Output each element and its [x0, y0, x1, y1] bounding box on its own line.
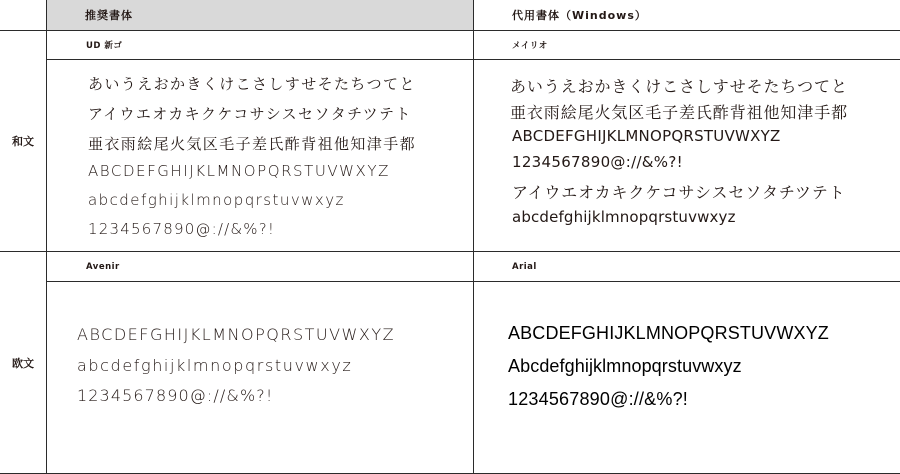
sample-meiryo-lowercase: abcdefghijklmnopqrstuvwxyz [512, 208, 736, 226]
row-label-japanese-text: 和文 [12, 135, 34, 148]
sample-arial-uppercase: ABCDEFGHIJKLMNOPQRSTUVWXYZ [508, 323, 829, 343]
row-label-western-text: 欧文 [12, 357, 34, 370]
sample-ud-digits: 1234567890@://&%?! [88, 220, 276, 238]
grid-line-left [46, 0, 47, 474]
sample-meiryo-uppercase: ABCDEFGHIJKLMNOPQRSTUVWXYZ [512, 127, 781, 145]
sample-ud-hiragana: あいうえおかきくけこさしすせそたちつてと [88, 75, 416, 93]
font-name-ud-shingo [86, 31, 466, 59]
row-label-western [0, 252, 46, 474]
sample-ud-katakana: アイウエオカキクケコサシスセソタチツテト [88, 105, 412, 123]
substitute-font-header [474, 0, 900, 30]
sample-avenir-uppercase: ABCDEFGHIJKLMNOPQRSTUVWXYZ [77, 325, 396, 344]
grid-line-middle [0, 251, 900, 252]
font-name-arial-text: Arial [512, 261, 537, 272]
font-name-arial [512, 252, 892, 281]
sample-meiryo-katakana: アイウエオカキクケコサシスセソタチツテト [512, 183, 846, 202]
sample-ud-lowercase: abcdefghijklmnopqrstuvwxyz [88, 191, 345, 209]
font-name-ud-shingo-text: UD 新ゴ [86, 41, 123, 51]
font-name-avenir-text: Avenir [86, 261, 120, 272]
font-name-avenir [86, 252, 466, 281]
sample-meiryo-hiragana: あいうえおかきくけこさしすせそたちつてと [510, 77, 848, 96]
sample-meiryo-kanji: 亜衣雨絵尾火気区毛子差氏酢背祖他知津手都 [510, 103, 849, 122]
sample-avenir-digits: 1234567890@://&%?! [77, 386, 274, 405]
font-name-meiryo-text: メイリオ [512, 41, 548, 51]
grid-line-top [0, 30, 900, 31]
recommended-font-header [47, 0, 473, 30]
sample-meiryo-digits: 1234567890@://&%?! [512, 153, 683, 171]
substitute-font-header-label: 代用書体（Windows） [512, 9, 647, 22]
sample-arial-lowercase: Abcdefghijklmnopqrstuvwxyz [508, 356, 742, 376]
sample-ud-uppercase: ABCDEFGHIJKLMNOPQRSTUVWXYZ [88, 162, 390, 180]
row-label-japanese [0, 31, 46, 251]
sample-ud-kanji: 亜衣雨絵尾火気区毛子差氏酢背祖他知津手都 [88, 135, 417, 153]
sample-avenir-lowercase: abcdefghijklmnopqrstuvwxyz [77, 356, 353, 375]
recommended-font-header-label: 推奨書体 [85, 9, 133, 22]
font-name-meiryo [512, 31, 892, 59]
grid-line-center [473, 0, 474, 474]
sample-arial-digits: 1234567890@://&%?! [508, 389, 689, 409]
